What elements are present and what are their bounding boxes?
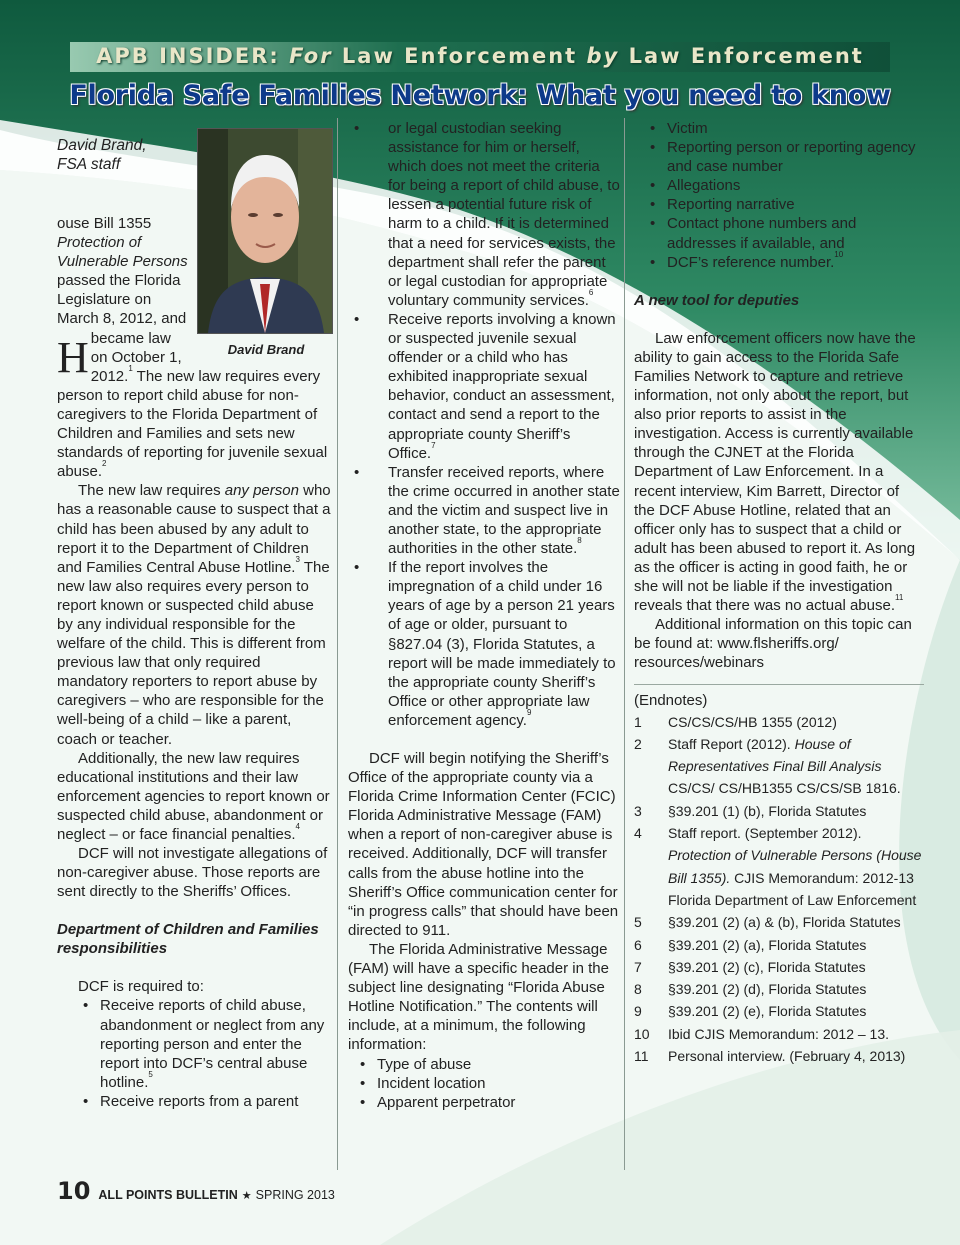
list-item: • Incident location [354,1074,620,1093]
paragraph-dcf-notifying: DCF will begin notifying the Sheriff’s Office of the appropriate county via a Florida Crime Information Center (FCIC) Florida Administrative Message (FAM) when a report of non-caregiver abuse is received. Additionally, DCF will transfer calls from the abuse hotline into the Sheriff’s Office communication center for “in progress calls” that should have been directed to 911. [348,750,619,939]
list-item-text: DCF’s reference number. [667,253,835,271]
issue-season: SPRING 2013 [255,1188,335,1202]
list-item [348,119,620,310]
footnote-ref: 11 [895,593,904,603]
byline-title: FSA staff [57,156,121,173]
photo-caption: David Brand [227,342,305,357]
star-icon: ★ [241,1190,252,1202]
endnote-item: 4 Staff report. (September 2012). Protection of Vulnerable Persons (House Bill 1355). CJIS Memorandum: 2012-13 Florida Department of Law Enforcement [634,825,922,908]
list-item-text: Receive reports of child abuse, abandonment or neglect from any reporting person and enter the report into DCF’s central abuse hotline. [100,997,325,1091]
footnote-ref: 2 [102,459,107,469]
para2-any-person: any person [224,482,299,500]
footnote-ref: 5 [148,1069,153,1079]
endnote-item: 5 §39.201 (2) (a) & (b), Florida Statutes [634,914,901,931]
page-footer [57,1177,335,1205]
page-title: Florida Safe Families Network: What you need to know [69,80,891,111]
intro-bill-name: Protection of Vulnerable Persons [57,234,188,271]
list-item [348,310,620,463]
paragraph-additional-info: Additional information on this topic can be found at: www.flsheriffs.org/ resources/webinars [634,616,912,672]
list-item [348,558,620,730]
banner-part2: For [289,44,333,68]
para2-b: who has a reasonable cause to suspect that a child has been abused by any adult to report it to the Department of Children and Families Central Abuse Hotline. [57,482,331,576]
list-item: • Reporting person or reporting agency and case number [644,138,924,176]
list-item: • Reporting narrative [644,195,924,214]
banner [0,40,960,72]
footnote-ref: 4 [295,822,300,831]
endnote-item: 2 Staff Report (2012). House of Representatives Final Bill Analysis CS/CS/ CS/HB1355 CS/CS/SB 1816. [634,735,901,797]
dcf-required-intro: DCF is required to: [78,978,204,996]
list-item [348,463,620,558]
paragraph-institutions [57,749,333,844]
endnote-item: 10 Ibid CJIS Memorandum: 2012 – 13. [634,1025,890,1042]
paragraph-noncaregiver: DCF will not investigate allegations of non-caregiver abuse. Those reports are sent directly to the Sheriffs’ Offices. [57,845,328,901]
list-item-text: If the report involves the impregnation of a child under 16 years of age by a person 21 years of age or older, pursuant to §827.04 (3), Florida Statutes, a report will be made immediately to the appropriate county Sheriff’s Office or other appropriate law enforcement agency. [388,559,616,729]
list-item: • Type of abuse [354,1055,620,1074]
footnote-ref: 8 [577,536,582,546]
intro-bill: ouse Bill 1355 [57,215,152,232]
list-item: • Receive reports from a parent [77,1092,333,1111]
footnote-ref: 7 [431,440,436,450]
endnotes-heading: (Endnotes) [634,692,708,710]
banner-part5: Law Enforcement [628,44,864,68]
list-item [644,249,924,272]
endnote-item: 7 §39.201 (2) (c), Florida Statutes [634,958,866,975]
banner-part3: Law Enforcement [341,44,578,68]
publication-name: ALL POINTS BULLETIN [98,1188,238,1202]
para7-text: Law enforcement officers now have the ability to gain access to the Florida Safe Families Network to capture and retrieve information, not only about the report, but also prior reports to assist in the investigation. Access is currently available through the CJNET at the Florida Department of Law Enforcement. In a recent interview, Kim Barrett, Director of the DCF Abuse Hotline, related that an officer only has to suspect that a child or adult has been abused to report it. As long as the officer is acting in good faith, he or she will not be liable if the investigation reveals that there was no actual abuse. [634,329,916,615]
byline-name: David Brand, [57,137,147,154]
banner-part1: APB INSIDER: [96,44,280,68]
section-heading-new-tool: A new tool for deputies [634,291,800,309]
column-1 [57,136,333,1111]
endnotes-list [634,711,924,1068]
endnote-item: 1 CS/CS/CS/HB 1355 (2012) [634,713,837,730]
author-photo [197,128,333,334]
intro-text-2: The new law requires every person to report child abuse for non-caregivers to the Florida Department of Children and Families and sets new standards of reporting for juvenile sexual abuse. [57,367,328,481]
list-item: • Victim [644,119,924,138]
footnote-ref: 10 [834,249,844,259]
footnote-ref: 3 [295,554,300,564]
page-number: 10 [57,1177,91,1205]
banner-part4: by [586,44,620,68]
list-item-text: Receive reports involving a known or suspected juvenile sexual offender or a child who has exhibited inappropriate sexual behavior, conduct an assessment, contact and send a report to the appropriate county Sheriff’s Office. [388,310,616,462]
list-item: • Contact phone numbers and addresses if available, and [644,214,924,252]
para2-a: The new law requires [78,482,225,500]
endnote-item: 6 §39.201 (2) (a), Florida Statutes [634,936,867,953]
list-item [77,996,333,1091]
paragraph-new-tool [634,329,924,615]
section-heading-dcf: Department of Children and Families responsibilities [57,921,319,958]
column-divider [337,118,338,1170]
paragraph-any-person [57,481,333,748]
intro-text: passed the Florida Legislature on March 8, 2012, and became law on October 1, 2012. [57,272,187,385]
column-2 [348,119,620,1112]
list-item: • Apparent perpetrator [354,1093,620,1112]
para2-c: The new law also requires every person to report known or suspected child abuse by any individual responsible for the welfare of the child. This is different from previous law that only required mandatory reporters to report abuse by caregivers – who are responsible for the well-being of a child – like a parent, coach or teacher. [57,558,330,748]
endnote-item: 9 §39.201 (2) (e), Florida Statutes [634,1003,867,1020]
author-portrait-image [198,129,332,333]
list-item-text: or legal custodian seeking assistance for him or herself, which does not meet the criteria for being a report of child abuse, to lessen a potential future risk of harm to a child. If it is determined that a need for services exists, the department shall refer the parent or legal custodian for appropriate voluntary community services. [388,120,620,309]
footnote-ref: 9 [526,707,532,717]
endnote-item: 11 Personal interview. (February 4, 2013) [634,1047,906,1064]
endnote-item: 3 §39.201 (1) (b), Florida Statutes [634,802,867,819]
para3-text: Additionally, the new law requires educational institutions and their law enforcement agencies to report known or suspected child abuse, abandonment or neglect – or face financial penalties. [57,749,330,843]
list-item: • Allegations [644,176,924,195]
column-3 [634,119,924,1067]
drop-cap: H [57,333,89,382]
paragraph-fam: The Florida Administrative Message (FAM) will have a specific header in the subject line designating “Florida Abuse Hotline Notification.” The contents will include, at a minimum, the following information: [348,940,609,1054]
list-item-text: Transfer received reports, where the crime occurred in another state and the victim and suspect live in another state, to the appropriate authorities in the other state. [388,463,620,558]
footnote-ref: 1 [128,363,133,373]
footnote-ref: 6 [588,287,594,297]
column-divider [624,118,625,1170]
endnote-item: 8 §39.201 (2) (d), Florida Statutes [634,981,867,998]
